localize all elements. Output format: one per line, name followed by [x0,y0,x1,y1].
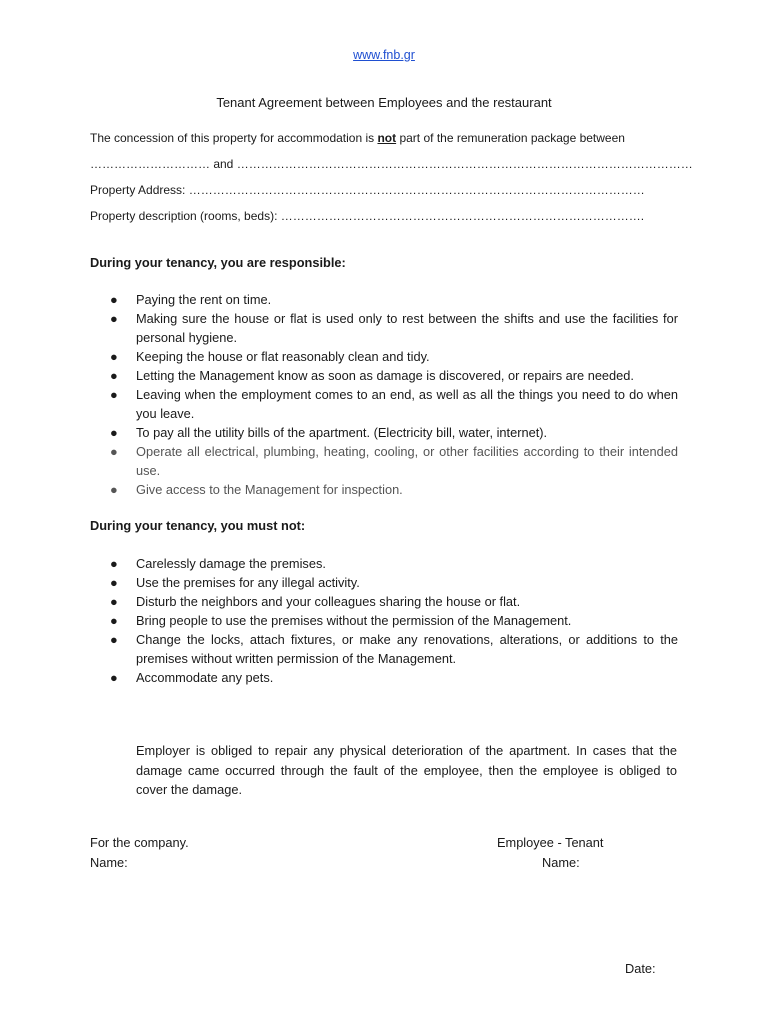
list-item-text: Bring people to use the premises without the permission of the Management. [136,613,572,628]
bullet-icon: ● [110,575,118,590]
list-item [110,385,678,423]
company-signature-label: For the company. [90,835,189,850]
list-item [110,630,678,668]
bullet-icon: ● [110,444,118,459]
company-name-label: Name: [90,855,128,870]
employee-name-label: Name: [542,855,580,870]
bullet-icon: ● [110,594,118,609]
intro-line-1-start: The concession of this property for accommodation is [90,131,378,145]
list-item-text: Operate all electrical, plumbing, heating, cooling, or other facilities according to their intended use. [136,444,678,478]
property-address-line: Property Address: …………………………………………………………………………………………………… [90,183,645,197]
bullet-icon: ● [110,368,118,383]
bullet-icon: ● [110,311,118,326]
bullet-icon: ● [110,349,118,364]
must-not-list [110,554,678,687]
date-label: Date: [625,961,656,976]
intro-line-1-end: part of the remuneration package between [396,131,625,145]
list-item-text: Letting the Management know as soon as damage is discovered, or repairs are needed. [136,368,634,383]
property-description-line: Property description (rooms, beds): ………………………………………………………………………………. [90,209,645,223]
list-item-text: Leaving when the employment comes to an end, as well as all the things you need to do when you leave. [136,387,678,421]
bullet-icon: ● [110,482,118,497]
obligation-paragraph: Employer is obliged to repair any physical deterioration of the apartment. In cases that the damage came occurred through the fault of the employee, then the employee is obliged to cover the damage. [136,743,677,797]
list-item [110,290,678,309]
list-item-text: Paying the rent on time. [136,292,272,307]
intro-parties-line: ………………………… and …………………………………………………………………………………………………… [90,157,693,171]
list-item-text: Carelessly damage the premises. [136,556,326,571]
list-item [110,668,678,687]
responsible-list [110,290,678,499]
bullet-icon: ● [110,292,118,307]
bullet-icon: ● [110,556,118,571]
list-item-text: Use the premises for any illegal activity. [136,575,360,590]
list-item [110,480,678,499]
list-item [110,309,678,347]
bullet-icon: ● [110,425,118,440]
list-item-text: Making sure the house or flat is used only to rest between the shifts and use the facilities for personal hygiene. [136,311,678,345]
list-item [110,554,678,573]
document-title: Tenant Agreement between Employees and the restaurant [216,95,552,110]
intro-line-1-emphasis: not [377,131,397,145]
employee-signature-label: Employee - Tenant [497,835,604,850]
list-item-text: Give access to the Management for inspection. [136,482,403,497]
bullet-icon: ● [110,387,118,402]
bullet-icon: ● [110,632,118,647]
intro-line-1 [90,131,625,145]
list-item-text: Accommodate any pets. [136,670,274,685]
responsible-heading: During your tenancy, you are responsible: [90,255,346,270]
list-item-text: Change the locks, attach fixtures, or make any renovations, alterations, or additions to the premises without written permission of the Management. [136,632,678,666]
list-item-text: Disturb the neighbors and your colleagues sharing the house or flat. [136,594,521,609]
list-item [110,573,678,592]
website-link[interactable]: www.fnb.gr [353,48,415,62]
list-item [110,592,678,611]
list-item-text: Keeping the house or flat reasonably clean and tidy. [136,349,430,364]
list-item [110,442,678,480]
list-item [110,611,678,630]
bullet-icon: ● [110,670,118,685]
list-item [110,366,678,385]
list-item-text: To pay all the utility bills of the apartment. (Electricity bill, water, internet). [136,425,548,440]
list-item [110,347,678,366]
list-item [110,423,678,442]
bullet-icon: ● [110,613,118,628]
must-not-heading: During your tenancy, you must not: [90,518,306,533]
